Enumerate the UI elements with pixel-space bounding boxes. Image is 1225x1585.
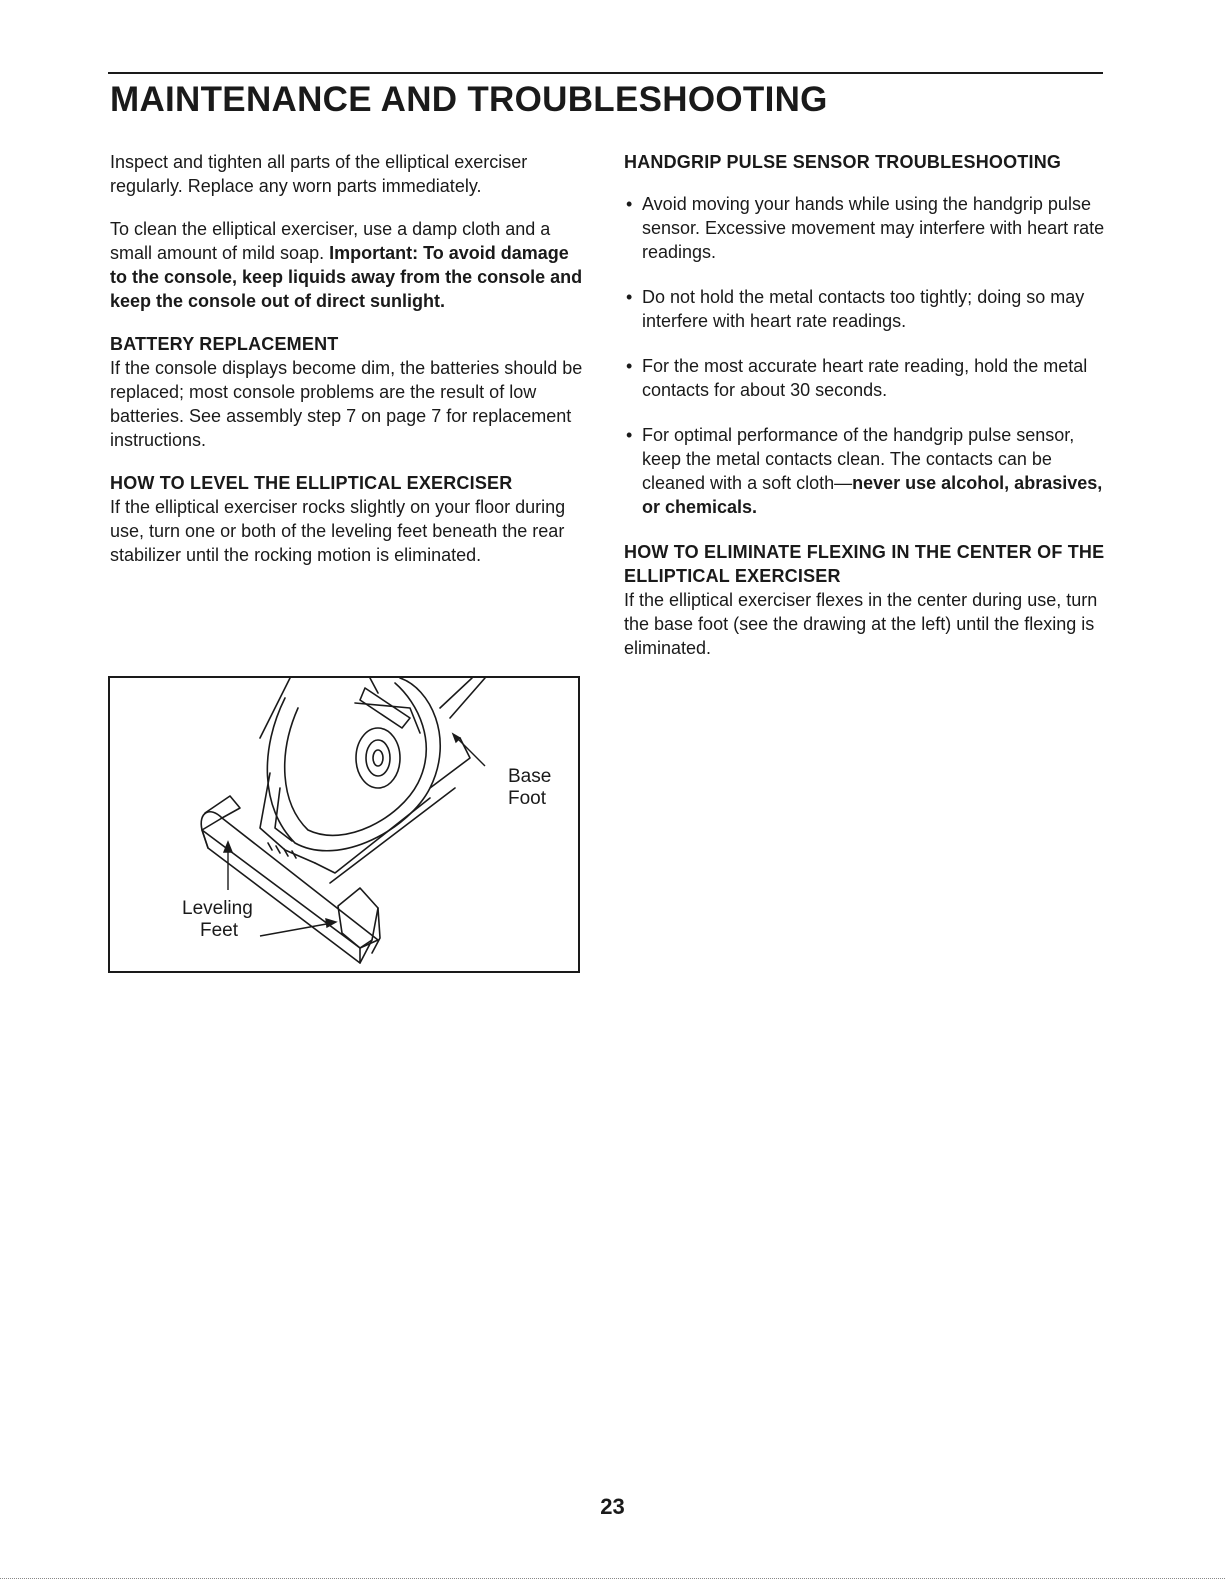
bullet-icon: • (626, 425, 633, 445)
cleaning-text: To clean the elliptical exerciser, use a damp cloth and a small amount of mild soap. (110, 219, 551, 263)
bullet-text: For optimal performance of the handgrip pulse sensor, keep the metal contacts clean. The contacts can be cleaned with a soft cloth— (642, 425, 1075, 493)
intro-paragraph: Inspect and tighten all parts of the elliptical exerciser regularly. Replace any worn parts immediately. (110, 152, 528, 196)
bullet-text: Avoid moving your hands while using the handgrip pulse sensor. Excessive movement may interfere with heart rate readings. (642, 194, 1105, 262)
pulse-heading: HANDGRIP PULSE SENSOR TROUBLESHOOTING (624, 152, 1062, 172)
battery-heading: BATTERY REPLACEMENT (110, 334, 339, 354)
elliptical-drawing (110, 678, 580, 973)
label-feet: Feet (200, 920, 239, 941)
bottom-rule (0, 1578, 1225, 1580)
level-heading: HOW TO LEVEL THE ELLIPTICAL EXERCISER (110, 473, 513, 493)
right-column (624, 150, 1114, 679)
base-foot-illustration (108, 676, 580, 973)
page-title: MAINTENANCE AND TROUBLESHOOTING (110, 80, 828, 119)
title-rule (108, 72, 1103, 74)
list-item (624, 423, 1114, 519)
list-item (624, 285, 1114, 333)
label-leveling: Leveling (182, 898, 253, 919)
level-paragraph: If the elliptical exerciser rocks slightly on your floor during use, turn one or both of the leveling feet beneath the rear stabilizer until the rocking motion is eliminated. (110, 497, 566, 565)
bullet-icon: • (626, 287, 633, 307)
label-foot: Foot (508, 788, 547, 809)
bullet-icon: • (626, 194, 633, 214)
flex-heading: HOW TO ELIMINATE FLEXING IN THE CENTER OF THE ELLIPTICAL EXERCISER (624, 542, 1105, 586)
cleaning-paragraph (110, 217, 590, 313)
bullet-text: For the most accurate heart rate reading, hold the metal contacts for about 30 seconds. (642, 356, 1088, 400)
flex-paragraph: If the elliptical exerciser flexes in the center during use, turn the base foot (see the drawing at the left) until the flexing is eliminated. (624, 590, 1098, 658)
bullet-bold-text: never use alcohol, abrasives, or chemicals. (642, 473, 1103, 517)
bullet-icon: • (626, 356, 633, 376)
cleaning-important-text: Important: To avoid damage to the console, keep liquids away from the console and keep the console out of direct sunlight. (110, 243, 583, 311)
bullet-text: Do not hold the metal contacts too tightly; doing so may interfere with heart rate readings. (642, 287, 1085, 331)
pulse-bullet-list (624, 192, 1114, 519)
page-number: 23 (600, 1494, 625, 1519)
label-base: Base (508, 766, 552, 787)
list-item (624, 354, 1114, 402)
left-column (110, 150, 590, 586)
battery-paragraph: If the console displays become dim, the batteries should be replaced; most console problems are the result of low batteries. See assembly step 7 on page 7 for replacement instructions. (110, 358, 583, 450)
list-item (624, 192, 1114, 264)
